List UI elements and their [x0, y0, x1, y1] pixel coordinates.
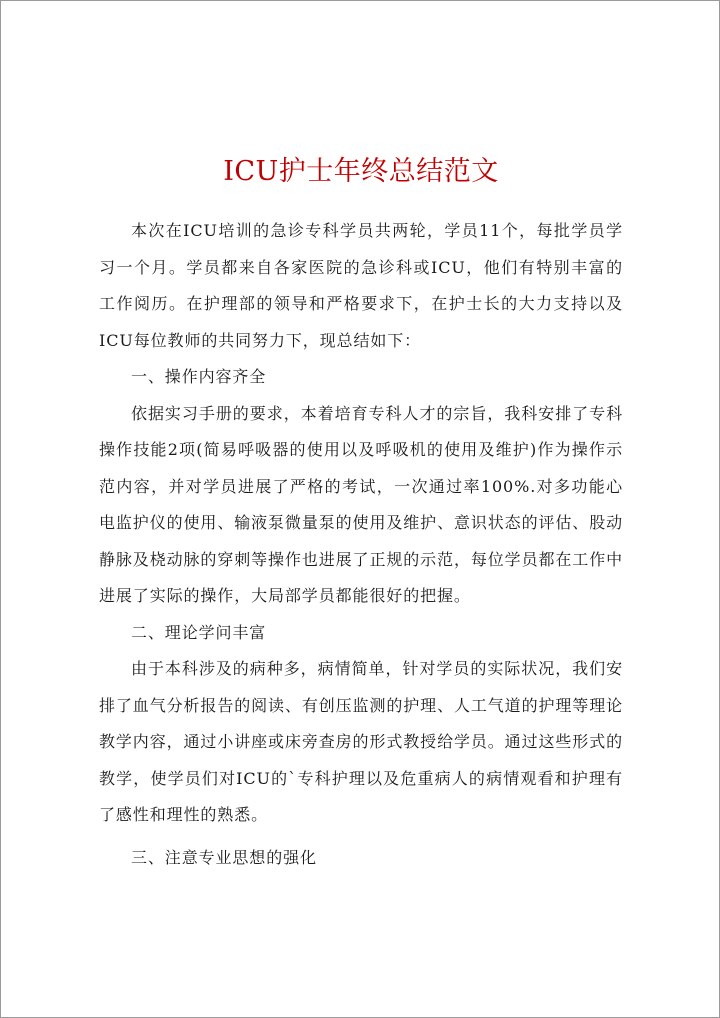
section-heading-professional-thinking: 三、注意专业思想的强化: [131, 847, 317, 867]
section-heading-operations: 一、操作内容齐全: [131, 367, 267, 386]
document-body: [99, 213, 623, 876]
document-title: ICU护士年终总结范文: [223, 156, 499, 187]
theory-paragraph: 由于本科涉及的病种多，病情简单，针对学员的实际状况，我们安排了血气分析报告的阅读、有创压监测的护理、人工气道的护理等理论教学内容，通过小讲座或床旁查房的形式教授给学员。通过这些形式的教学，使学员们对ICU的`专科护理以及危重病人的病情观看和护理有了感性和理性的熟悉。: [99, 659, 623, 824]
operations-paragraph: 依据实习手册的要求，本着培育专科人才的宗旨，我科安排了专科操作技能2项(简易呼吸器的使用以及呼吸机的使用及维护)作为操作示范内容，并对学员进展了严格的考试，一次通过率100%.对多功能心电监护仪的使用、输液泵微量泵的使用及维护、意识状态的评估、股动静脉及桡动脉的穿刺等操作也进展了正规的示范，每位学员都在工作中进展了实际的操作，大局部学员都能很好的把握。: [99, 403, 623, 605]
intro-paragraph: 本次在ICU培训的急诊专科学员共两轮，学员11个，每批学员学习一个月。学员都来自各家医院的急诊科或ICU，他们有特别丰富的工作阅历。在护理部的领导和严格要求下，在护士长的大力支持以及ICU每位教师的共同努力下，现总结如下：: [99, 221, 623, 350]
section-heading-theory: 二、理论学问丰富: [131, 622, 267, 642]
